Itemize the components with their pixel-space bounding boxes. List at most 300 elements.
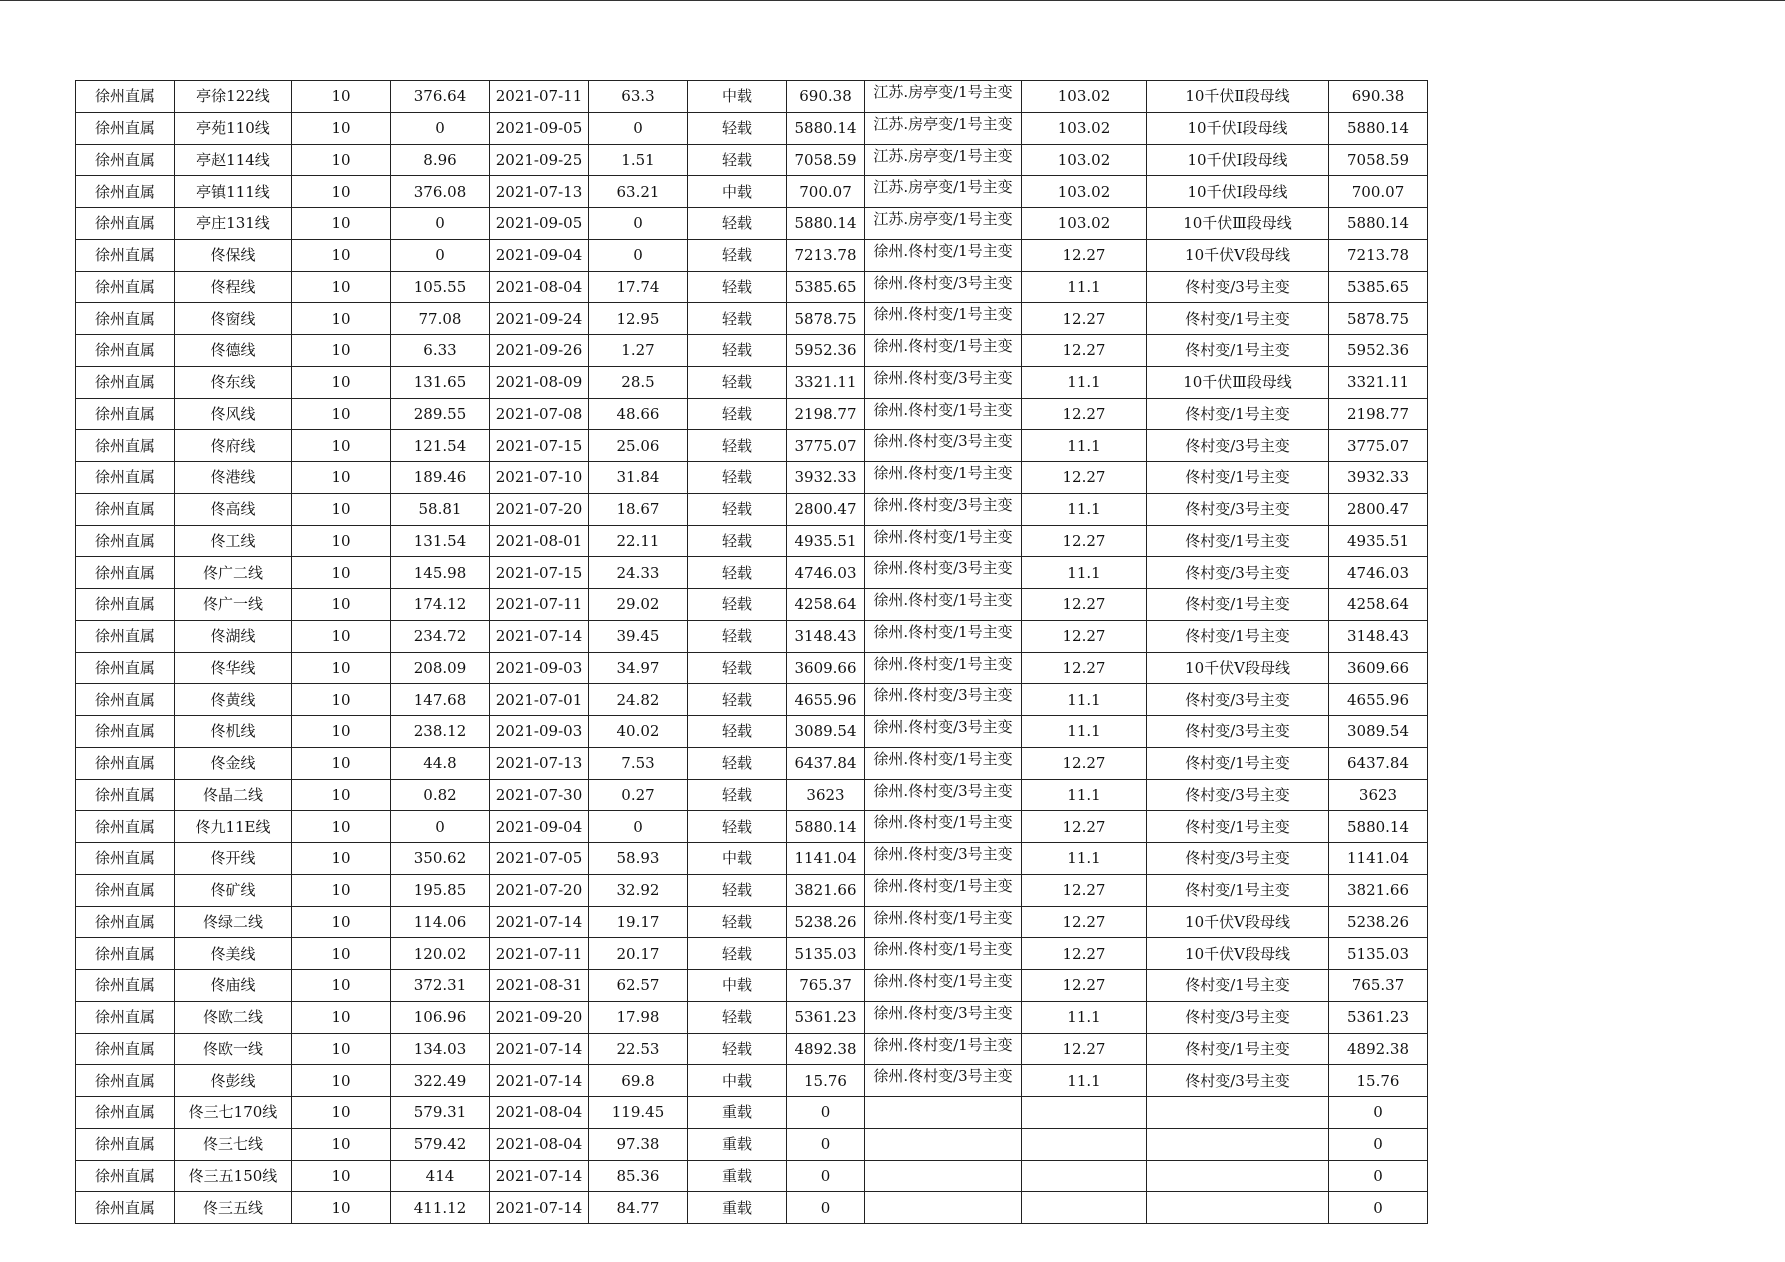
current-cell: 189.46 [391,462,490,494]
date-cell: 2021-07-11 [490,81,589,113]
load-rate-cell: 17.74 [589,271,688,303]
available-cell: 6437.84 [1329,747,1428,779]
current-cell: 322.49 [391,1065,490,1097]
transformer-text: 徐州.佟村变/3号主变 [873,432,1013,451]
current-cell: 0 [391,208,490,240]
transformer-text: 徐州.佟村变/1号主变 [873,654,1013,673]
margin-cell: 5135.03 [787,938,865,970]
load-rate-cell: 29.02 [589,589,688,621]
transformer-cell [865,906,1022,938]
load-rate-cell: 0.27 [589,779,688,811]
region-cell: 徐州直属 [76,1033,175,1065]
table-row [76,620,1428,652]
available-cell: 3932.33 [1329,462,1428,494]
current-cell: 174.12 [391,589,490,621]
capacity-cell: 12.27 [1022,874,1147,906]
region-cell: 徐州直属 [76,1128,175,1160]
date-cell: 2021-07-01 [490,684,589,716]
voltage-cell: 10 [292,525,391,557]
table-row [76,1065,1428,1097]
load-status-cell: 中载 [688,843,787,875]
current-cell: 145.98 [391,557,490,589]
load-status-cell: 重载 [688,1160,787,1192]
load-status-cell: 轻载 [688,525,787,557]
current-cell: 208.09 [391,652,490,684]
transformer-text: 徐州.佟村变/3号主变 [873,368,1013,387]
region-cell: 徐州直属 [76,747,175,779]
capacity-cell: 12.27 [1022,1033,1147,1065]
current-cell: 411.12 [391,1192,490,1224]
available-cell: 4258.64 [1329,589,1428,621]
date-cell: 2021-09-03 [490,716,589,748]
transformer-cell [865,938,1022,970]
capacity-cell: 103.02 [1022,208,1147,240]
line-name-cell: 亭镇111线 [175,176,292,208]
table-row [76,1097,1428,1129]
line-name-cell: 佟黄线 [175,684,292,716]
capacity-cell: 12.27 [1022,620,1147,652]
date-cell: 2021-09-04 [490,239,589,271]
transformer-text [865,1194,1021,1220]
load-status-cell: 中载 [688,1065,787,1097]
transformer-cell [865,144,1022,176]
capacity-cell: 12.27 [1022,906,1147,938]
margin-cell: 0 [787,1160,865,1192]
date-cell: 2021-08-04 [490,1097,589,1129]
transformer-cell [865,303,1022,335]
voltage-cell: 10 [292,1097,391,1129]
capacity-cell: 11.1 [1022,716,1147,748]
available-cell: 3609.66 [1329,652,1428,684]
transformer-text: 徐州.佟村变/1号主变 [873,972,1013,990]
available-cell: 5880.14 [1329,811,1428,843]
transformer-cell [865,620,1022,652]
date-cell: 2021-08-01 [490,525,589,557]
busbar-cell: 佟村变/3号主变 [1147,1001,1329,1033]
voltage-cell: 10 [292,620,391,652]
region-cell: 徐州直属 [76,335,175,367]
region-cell: 徐州直属 [76,430,175,462]
transformer-cell [865,1033,1022,1065]
transformer-cell [865,81,1022,113]
available-cell: 5238.26 [1329,906,1428,938]
voltage-cell: 10 [292,144,391,176]
transformer-cell [865,430,1022,462]
busbar-cell: 10千伏Ⅴ段母线 [1147,938,1329,970]
load-rate-cell: 28.5 [589,366,688,398]
load-rate-cell: 22.53 [589,1033,688,1065]
available-cell: 7213.78 [1329,239,1428,271]
transformer-text: 徐州.佟村变/1号主变 [873,337,1013,355]
table-row [76,335,1428,367]
busbar-cell [1147,1097,1329,1129]
table-row [76,525,1428,557]
transformer-text: 徐州.佟村变/1号主变 [873,940,1013,959]
region-cell: 徐州直属 [76,843,175,875]
transformer-cell [865,874,1022,906]
voltage-cell: 10 [292,176,391,208]
available-cell: 3821.66 [1329,874,1428,906]
current-cell: 579.42 [391,1128,490,1160]
current-cell: 350.62 [391,843,490,875]
available-cell: 3623 [1329,779,1428,811]
transformer-text: 徐州.佟村变/1号主变 [873,400,1013,419]
load-status-cell: 轻载 [688,938,787,970]
region-cell: 徐州直属 [76,1097,175,1129]
capacity-cell: 103.02 [1022,144,1147,176]
page-top-rule [0,0,1785,1]
date-cell: 2021-08-31 [490,970,589,1002]
current-cell: 0 [391,112,490,144]
voltage-cell: 10 [292,208,391,240]
transformer-cell [865,462,1022,494]
table-row [76,1033,1428,1065]
load-rate-cell: 7.53 [589,747,688,779]
capacity-cell: 11.1 [1022,1001,1147,1033]
line-name-cell: 佟绿二线 [175,906,292,938]
line-name-cell: 佟府线 [175,430,292,462]
voltage-cell: 10 [292,462,391,494]
line-name-cell: 佟欧二线 [175,1001,292,1033]
voltage-cell: 10 [292,938,391,970]
load-rate-cell: 39.45 [589,620,688,652]
voltage-cell: 10 [292,1001,391,1033]
current-cell: 0 [391,239,490,271]
region-cell: 徐州直属 [76,398,175,430]
load-rate-cell: 32.92 [589,874,688,906]
capacity-cell: 12.27 [1022,938,1147,970]
line-name-cell: 亭赵114线 [175,144,292,176]
current-cell: 376.64 [391,81,490,113]
table-row [76,716,1428,748]
available-cell: 3321.11 [1329,366,1428,398]
load-rate-cell: 0 [589,208,688,240]
busbar-cell: 10千伏Ⅲ段母线 [1147,366,1329,398]
capacity-cell: 12.27 [1022,747,1147,779]
available-cell: 0 [1329,1160,1428,1192]
current-cell: 58.81 [391,493,490,525]
current-cell: 134.03 [391,1033,490,1065]
table-row [76,906,1428,938]
line-name-cell: 佟三五线 [175,1192,292,1224]
capacity-cell: 12.27 [1022,589,1147,621]
busbar-cell: 佟村变/3号主变 [1147,557,1329,589]
load-rate-cell: 1.27 [589,335,688,367]
current-cell: 121.54 [391,430,490,462]
available-cell: 4935.51 [1329,525,1428,557]
capacity-cell: 103.02 [1022,112,1147,144]
load-rate-cell: 20.17 [589,938,688,970]
margin-cell: 5385.65 [787,271,865,303]
voltage-cell: 10 [292,1128,391,1160]
date-cell: 2021-09-05 [490,208,589,240]
region-cell: 徐州直属 [76,462,175,494]
load-status-cell: 轻载 [688,906,787,938]
capacity-cell: 11.1 [1022,1065,1147,1097]
voltage-cell: 10 [292,811,391,843]
margin-cell: 3821.66 [787,874,865,906]
available-cell: 7058.59 [1329,144,1428,176]
load-rate-cell: 25.06 [589,430,688,462]
voltage-cell: 10 [292,1192,391,1224]
busbar-cell: 佟村变/1号主变 [1147,303,1329,335]
voltage-cell: 10 [292,970,391,1002]
available-cell: 0 [1329,1128,1428,1160]
margin-cell: 2198.77 [787,398,865,430]
current-cell: 44.8 [391,747,490,779]
transformer-text: 徐州.佟村变/1号主变 [873,464,1013,482]
voltage-cell: 10 [292,239,391,271]
margin-cell: 5880.14 [787,112,865,144]
transformer-cell [865,843,1022,875]
current-cell: 579.31 [391,1097,490,1129]
voltage-cell: 10 [292,366,391,398]
available-cell: 1141.04 [1329,843,1428,875]
margin-cell: 4655.96 [787,684,865,716]
margin-cell: 5878.75 [787,303,865,335]
transformer-text: 徐州.佟村变/3号主变 [873,686,1013,705]
transformer-text: 徐州.佟村变/1号主变 [873,1035,1013,1054]
line-name-cell: 佟港线 [175,462,292,494]
transformer-text: 徐州.佟村变/3号主变 [873,1067,1013,1086]
margin-cell: 1141.04 [787,843,865,875]
region-cell: 徐州直属 [76,620,175,652]
table-row [76,1160,1428,1192]
capacity-cell: 12.27 [1022,525,1147,557]
date-cell: 2021-07-15 [490,430,589,462]
table-row [76,112,1428,144]
available-cell: 4746.03 [1329,557,1428,589]
busbar-cell: 佟村变/1号主变 [1147,525,1329,557]
transformer-cell [865,1160,1022,1192]
load-status-cell: 轻载 [688,779,787,811]
table-row [76,747,1428,779]
margin-cell: 3623 [787,779,865,811]
busbar-cell: 佟村变/3号主变 [1147,1065,1329,1097]
margin-cell: 15.76 [787,1065,865,1097]
margin-cell: 2800.47 [787,493,865,525]
transformer-text: 江苏.房亭变/1号主变 [873,146,1013,165]
transformer-text: 徐州.佟村变/3号主变 [873,559,1013,578]
table-row [76,779,1428,811]
margin-cell: 0 [787,1192,865,1224]
current-cell: 0.82 [391,779,490,811]
line-name-cell: 佟金线 [175,747,292,779]
line-name-cell: 佟美线 [175,938,292,970]
busbar-cell: 10千伏Ⅲ段母线 [1147,208,1329,240]
capacity-cell: 11.1 [1022,779,1147,811]
busbar-cell [1147,1128,1329,1160]
line-name-cell: 佟保线 [175,239,292,271]
table-row [76,493,1428,525]
voltage-cell: 10 [292,1065,391,1097]
voltage-cell: 10 [292,843,391,875]
table-row [76,303,1428,335]
busbar-cell: 佟村变/1号主变 [1147,589,1329,621]
busbar-cell: 佟村变/3号主变 [1147,493,1329,525]
current-cell: 238.12 [391,716,490,748]
margin-cell: 0 [787,1097,865,1129]
date-cell: 2021-07-14 [490,1192,589,1224]
voltage-cell: 10 [292,589,391,621]
busbar-cell: 10千伏Ⅴ段母线 [1147,239,1329,271]
transformer-text [865,1099,1021,1125]
capacity-cell: 11.1 [1022,430,1147,462]
load-status-cell: 轻载 [688,652,787,684]
date-cell: 2021-07-05 [490,843,589,875]
capacity-cell: 12.27 [1022,303,1147,335]
date-cell: 2021-09-25 [490,144,589,176]
region-cell: 徐州直属 [76,1160,175,1192]
load-rate-cell: 22.11 [589,525,688,557]
line-name-cell: 佟德线 [175,335,292,367]
line-name-cell: 佟华线 [175,652,292,684]
current-cell: 106.96 [391,1001,490,1033]
line-name-cell: 佟程线 [175,271,292,303]
line-name-cell: 佟窗线 [175,303,292,335]
voltage-cell: 10 [292,81,391,113]
load-rate-cell: 58.93 [589,843,688,875]
table-row [76,462,1428,494]
load-status-cell: 中载 [688,176,787,208]
load-rate-cell: 19.17 [589,906,688,938]
capacity-cell: 103.02 [1022,81,1147,113]
table-row [76,874,1428,906]
load-rate-cell: 24.82 [589,684,688,716]
load-rate-cell: 18.67 [589,493,688,525]
load-status-cell: 轻载 [688,112,787,144]
capacity-cell: 11.1 [1022,684,1147,716]
line-name-cell: 亭庄131线 [175,208,292,240]
line-name-cell: 佟彭线 [175,1065,292,1097]
margin-cell: 4746.03 [787,557,865,589]
available-cell: 700.07 [1329,176,1428,208]
available-cell: 4655.96 [1329,684,1428,716]
capacity-cell [1022,1192,1147,1224]
region-cell: 徐州直属 [76,589,175,621]
load-rate-cell: 40.02 [589,716,688,748]
margin-cell: 4935.51 [787,525,865,557]
transformer-text: 徐州.佟村变/1号主变 [873,749,1013,768]
load-rate-cell: 0 [589,239,688,271]
busbar-cell: 佟村变/3号主变 [1147,684,1329,716]
capacity-cell: 12.27 [1022,335,1147,367]
date-cell: 2021-07-10 [490,462,589,494]
capacity-cell: 12.27 [1022,970,1147,1002]
load-status-cell: 轻载 [688,493,787,525]
region-cell: 徐州直属 [76,271,175,303]
load-status-cell: 轻载 [688,1033,787,1065]
transformer-text: 徐州.佟村变/3号主变 [873,845,1013,863]
load-rate-cell: 17.98 [589,1001,688,1033]
transformer-cell [865,811,1022,843]
region-cell: 徐州直属 [76,874,175,906]
transformer-cell [865,366,1022,398]
current-cell: 376.08 [391,176,490,208]
load-rate-cell: 12.95 [589,303,688,335]
load-status-cell: 轻载 [688,811,787,843]
table-row [76,208,1428,240]
transformer-cell [865,398,1022,430]
table-row [76,1192,1428,1224]
table-row [76,843,1428,875]
table-row [76,811,1428,843]
busbar-cell: 10千伏Ⅰ段母线 [1147,144,1329,176]
busbar-cell: 佟村变/3号主变 [1147,430,1329,462]
busbar-cell [1147,1160,1329,1192]
date-cell: 2021-07-15 [490,557,589,589]
line-name-cell: 佟湖线 [175,620,292,652]
busbar-cell: 10千伏Ⅰ段母线 [1147,176,1329,208]
voltage-cell: 10 [292,906,391,938]
region-cell: 徐州直属 [76,716,175,748]
current-cell: 372.31 [391,970,490,1002]
line-name-cell: 佟欧一线 [175,1033,292,1065]
margin-cell: 3609.66 [787,652,865,684]
transformer-text: 徐州.佟村变/1号主变 [873,527,1013,546]
line-name-cell: 佟广二线 [175,557,292,589]
transformer-text [865,1163,1021,1189]
transformer-cell [865,652,1022,684]
region-cell: 徐州直属 [76,366,175,398]
region-cell: 徐州直属 [76,779,175,811]
transformer-cell [865,1128,1022,1160]
load-rate-cell: 0 [589,811,688,843]
available-cell: 5361.23 [1329,1001,1428,1033]
load-status-cell: 重载 [688,1128,787,1160]
transformer-cell [865,112,1022,144]
busbar-cell: 佟村变/1号主变 [1147,335,1329,367]
transformer-cell [865,1001,1022,1033]
capacity-cell: 11.1 [1022,366,1147,398]
voltage-cell: 10 [292,684,391,716]
load-rate-cell: 62.57 [589,970,688,1002]
capacity-cell [1022,1160,1147,1192]
margin-cell: 7213.78 [787,239,865,271]
voltage-cell: 10 [292,1033,391,1065]
transformer-text: 徐州.佟村变/3号主变 [873,495,1013,514]
busbar-cell: 10千伏Ⅴ段母线 [1147,652,1329,684]
current-cell: 131.54 [391,525,490,557]
margin-cell: 765.37 [787,970,865,1002]
margin-cell: 700.07 [787,176,865,208]
table-row [76,81,1428,113]
transformer-text: 徐州.佟村变/1号主变 [873,813,1013,832]
voltage-cell: 10 [292,303,391,335]
capacity-cell: 12.27 [1022,652,1147,684]
load-status-cell: 轻载 [688,557,787,589]
current-cell: 289.55 [391,398,490,430]
load-status-cell: 轻载 [688,589,787,621]
date-cell: 2021-08-04 [490,1128,589,1160]
feeder-load-table [75,80,1428,1224]
voltage-cell: 10 [292,1160,391,1192]
table-row [76,938,1428,970]
transformer-text: 徐州.佟村变/1号主变 [873,305,1013,324]
date-cell: 2021-09-04 [490,811,589,843]
line-name-cell: 佟三七170线 [175,1097,292,1129]
current-cell: 6.33 [391,335,490,367]
load-status-cell: 轻载 [688,747,787,779]
load-rate-cell: 31.84 [589,462,688,494]
transformer-cell [865,208,1022,240]
load-status-cell: 轻载 [688,1001,787,1033]
margin-cell: 3148.43 [787,620,865,652]
line-name-cell: 佟九11E线 [175,811,292,843]
margin-cell: 6437.84 [787,747,865,779]
available-cell: 5952.36 [1329,335,1428,367]
capacity-cell: 12.27 [1022,398,1147,430]
